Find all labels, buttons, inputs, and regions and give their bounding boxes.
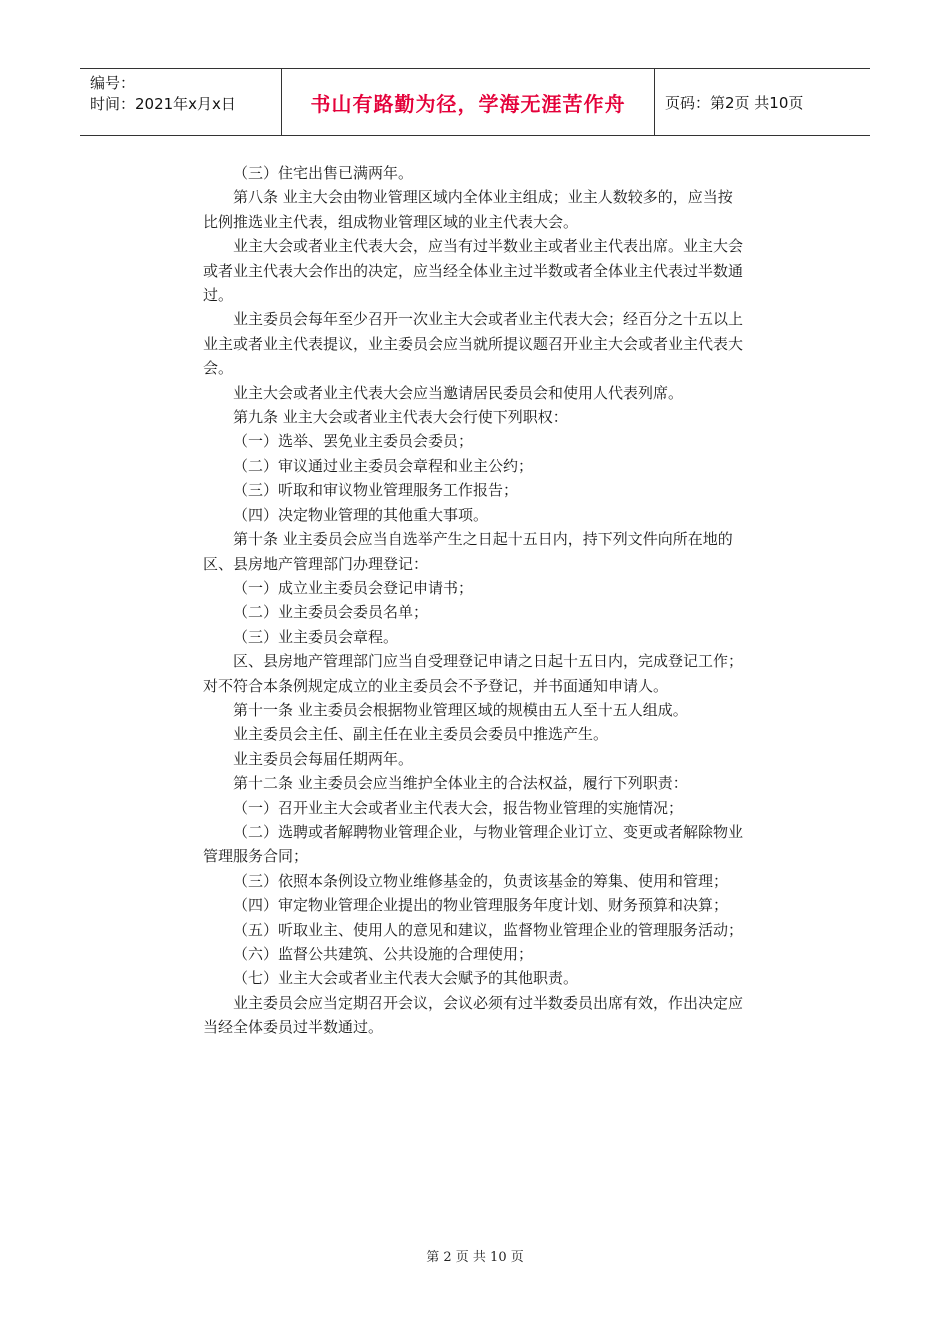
paragraph: 第八条 业主大会由物业管理区域内全体业主组成；业主人数较多的，应当按比例推选业主代表，组成物业管理区域的业主代表大会。 bbox=[203, 188, 733, 231]
paragraph: （三）业主委员会章程。 bbox=[233, 627, 399, 646]
paragraph: 第十条 业主委员会应当自选举产生之日起十五日内，持下列文件向所在地的区、县房地产管理部门办理登记： bbox=[203, 530, 733, 573]
paragraph: 业主委员会应当定期召开会议，会议必须有过半数委员出席有效，作出决定应当经全体委员过半数通过。 bbox=[203, 993, 744, 1037]
paragraph: 业主大会或者业主代表大会应当邀请居民委员会和使用人代表列席。 bbox=[233, 383, 684, 402]
paragraph: （三）依照本条例设立物业维修基金的，负责该基金的筹集、使用和管理； bbox=[233, 871, 729, 890]
header-info bbox=[80, 69, 282, 135]
paragraph: （一）成立业主委员会登记申请书； bbox=[233, 578, 474, 597]
paragraph: （三）住宅出售已满两年。 bbox=[233, 164, 414, 182]
paragraph: （二）选聘或者解聘物业管理企业，与物业管理企业订立、变更或者解除物业管理服务合同； bbox=[203, 822, 744, 866]
paragraph: （一）选举、罢免业主委员会委员； bbox=[233, 432, 474, 451]
paragraph: （七）业主大会或者业主代表大会赋予的其他职责。 bbox=[233, 969, 579, 988]
paragraph: （四）审定物业管理企业提出的物业管理服务年度计划、财务预算和决算； bbox=[233, 896, 729, 915]
paragraph: （二）审议通过业主委员会章程和业主公约； bbox=[233, 456, 534, 475]
paragraph: （五）听取业主、使用人的意见和建议，监督物业管理企业的管理服务活动； bbox=[233, 920, 744, 939]
document-number: 编号： bbox=[90, 74, 136, 92]
paragraph: （三）听取和审议物业管理服务工作报告； bbox=[233, 481, 519, 500]
paragraph: 业主委员会主任、副主任在业主委员会委员中推选产生。 bbox=[233, 725, 609, 744]
document-body bbox=[203, 161, 743, 1040]
paragraph: （四）决定物业管理的其他重大事项。 bbox=[233, 505, 489, 524]
document-date: 时间：2021年x月x日 bbox=[90, 95, 236, 113]
paragraph: 第十二条 业主委员会应当维护全体业主的合法权益，履行下列职责： bbox=[233, 774, 688, 793]
page-header bbox=[80, 68, 870, 136]
header-page-code: 页码：第2页 共10页 bbox=[665, 93, 804, 112]
paragraph: 第九条 业主大会或者业主代表大会行使下列职权： bbox=[233, 408, 568, 427]
paragraph: 业主大会或者业主代表大会，应当有过半数业主或者业主代表出席。业主大会或者业主代表大会作出的决定，应当经全体业主过半数或者全体业主代表过半数通过。 bbox=[203, 237, 744, 305]
paragraph: （六）监督公共建筑、公共设施的合理使用； bbox=[233, 945, 534, 963]
paragraph: 业主委员会每年至少召开一次业主大会或者业主代表大会；经百分之十五以上业主或者业主代表提议，业主委员会应当就所提议题召开业主大会或者业主代表大会。 bbox=[203, 310, 744, 378]
page-footer: 第 2 页 共 10 页 bbox=[426, 1250, 524, 1265]
paragraph: 区、县房地产管理部门应当自受理登记申请之日起十五日内，完成登记工作；对不符合本条例规定成立的业主委员会不予登记，并书面通知申请人。 bbox=[203, 652, 744, 695]
paragraph: （一）召开业主大会或者业主代表大会，报告物业管理的实施情况； bbox=[233, 798, 684, 817]
paragraph: （二）业主委员会委员名单； bbox=[233, 603, 429, 622]
paragraph: 第十一条 业主委员会根据物业管理区域的规模由五人至十五人组成。 bbox=[233, 700, 688, 719]
paragraph: 业主委员会每届任期两年。 bbox=[233, 749, 414, 768]
header-motto: 书山有路勤为径，学海无涯苦作舟 bbox=[282, 69, 655, 135]
